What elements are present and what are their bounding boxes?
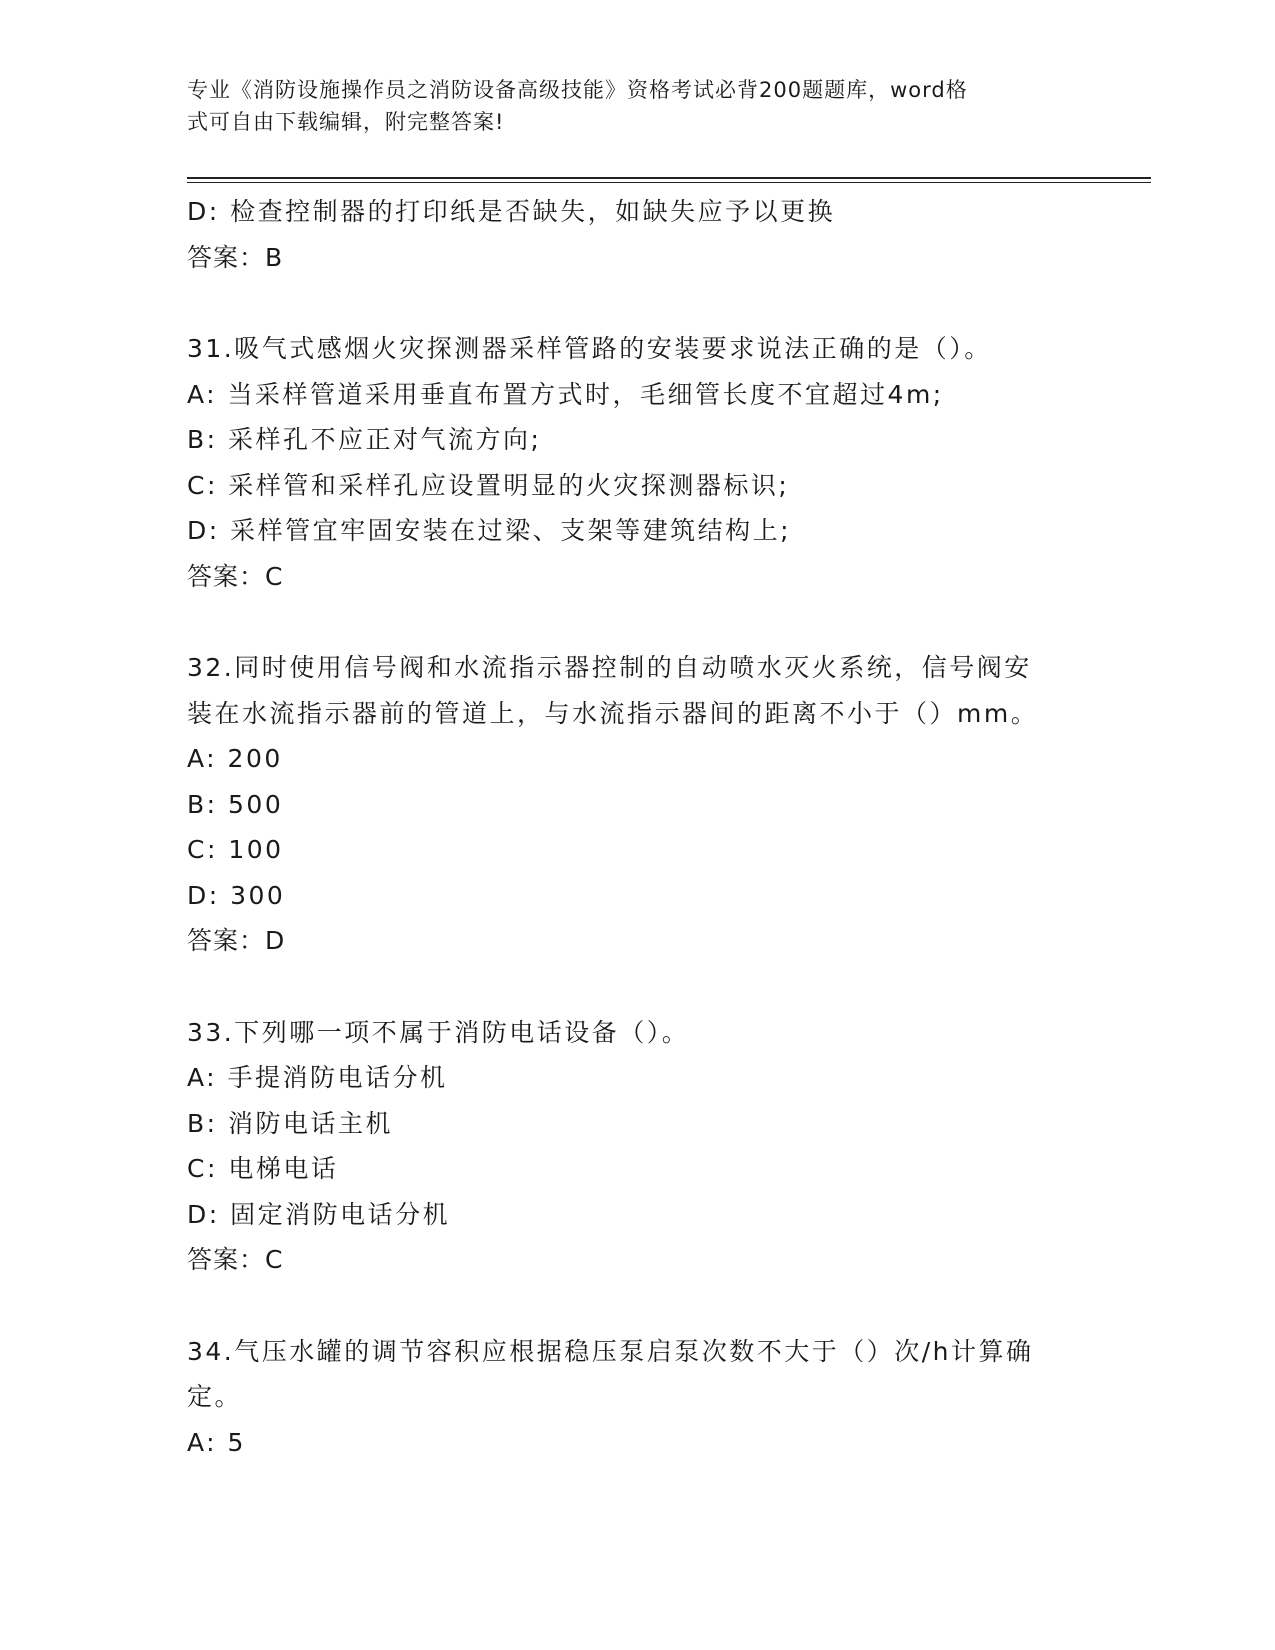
answer-label: 答案： <box>187 242 266 272</box>
answer-value: D <box>265 926 286 955</box>
option-a: A: 当采样管道采用垂直布置方式时，毛细管长度不宜超过4m; <box>187 379 944 409</box>
answer-line <box>187 1237 1087 1283</box>
answer-value: C <box>265 1245 284 1274</box>
option-c: C: 采样管和采样孔应设置明显的火灾探测器标识; <box>187 470 790 500</box>
option-c: C: 100 <box>187 835 284 864</box>
answer-label: 答案： <box>187 926 266 955</box>
option-d: D: 固定消防电话分机 <box>187 1199 451 1229</box>
question-text-line-1: 34.气压水罐的调节容积应根据稳压泵启泵次数不大于（）次/h计算确 <box>187 1336 1034 1366</box>
question-text-line-2: 定。 <box>187 1382 243 1411</box>
option-d: D: 300 <box>187 880 286 910</box>
option-b: B: 消防电话主机 <box>187 1108 394 1138</box>
answer-line <box>187 554 1087 600</box>
answer-value: B <box>265 242 284 272</box>
option-a: A: 5 <box>187 1427 246 1457</box>
header-line-1: 专业《消防设施操作员之消防设备高级技能》资格考试必背200题题库，word格 <box>187 78 968 102</box>
option-c: C: 电梯电话 <box>187 1154 339 1183</box>
option-d: D: 检查控制器的打印纸是否缺失，如缺失应予以更换 <box>187 197 836 226</box>
answer-label: 答案： <box>187 1245 266 1274</box>
answer-line <box>187 918 1087 964</box>
question-33 <box>187 1010 1087 1283</box>
header-rule-thin <box>187 182 1151 183</box>
prev-question-block <box>187 189 1087 280</box>
answer-label: 答案： <box>187 561 266 591</box>
header-rule-thick <box>187 177 1151 179</box>
question-list <box>187 189 1087 1465</box>
option-d: D: 采样管宜牢固安装在过梁、支架等建筑结构上; <box>187 516 792 545</box>
question-text: 33.下列哪一项不属于消防电话设备（）。 <box>187 1017 690 1047</box>
option-a: A: 200 <box>187 744 283 773</box>
question-text: 31.吸气式感烟火灾探测器采样管路的安装要求说法正确的是（）。 <box>187 334 992 363</box>
document-header <box>187 74 1067 138</box>
question-text-line-1: 32.同时使用信号阀和水流指示器控制的自动喷水灭火系统，信号阀安 <box>187 653 1032 682</box>
question-34 <box>187 1329 1087 1466</box>
answer-value: C <box>265 561 284 591</box>
answer-line <box>187 235 1087 281</box>
option-b: B: 500 <box>187 789 284 819</box>
option-b: B: 采样孔不应正对气流方向; <box>187 425 542 454</box>
option-a: A: 手提消防电话分机 <box>187 1063 448 1092</box>
question-text-line-2: 装在水流指示器前的管道上，与水流指示器间的距离不小于（）mm。 <box>187 698 1039 728</box>
header-line-2: 式可自由下载编辑，附完整答案! <box>187 110 505 134</box>
question-31 <box>187 326 1087 599</box>
question-32 <box>187 645 1087 964</box>
